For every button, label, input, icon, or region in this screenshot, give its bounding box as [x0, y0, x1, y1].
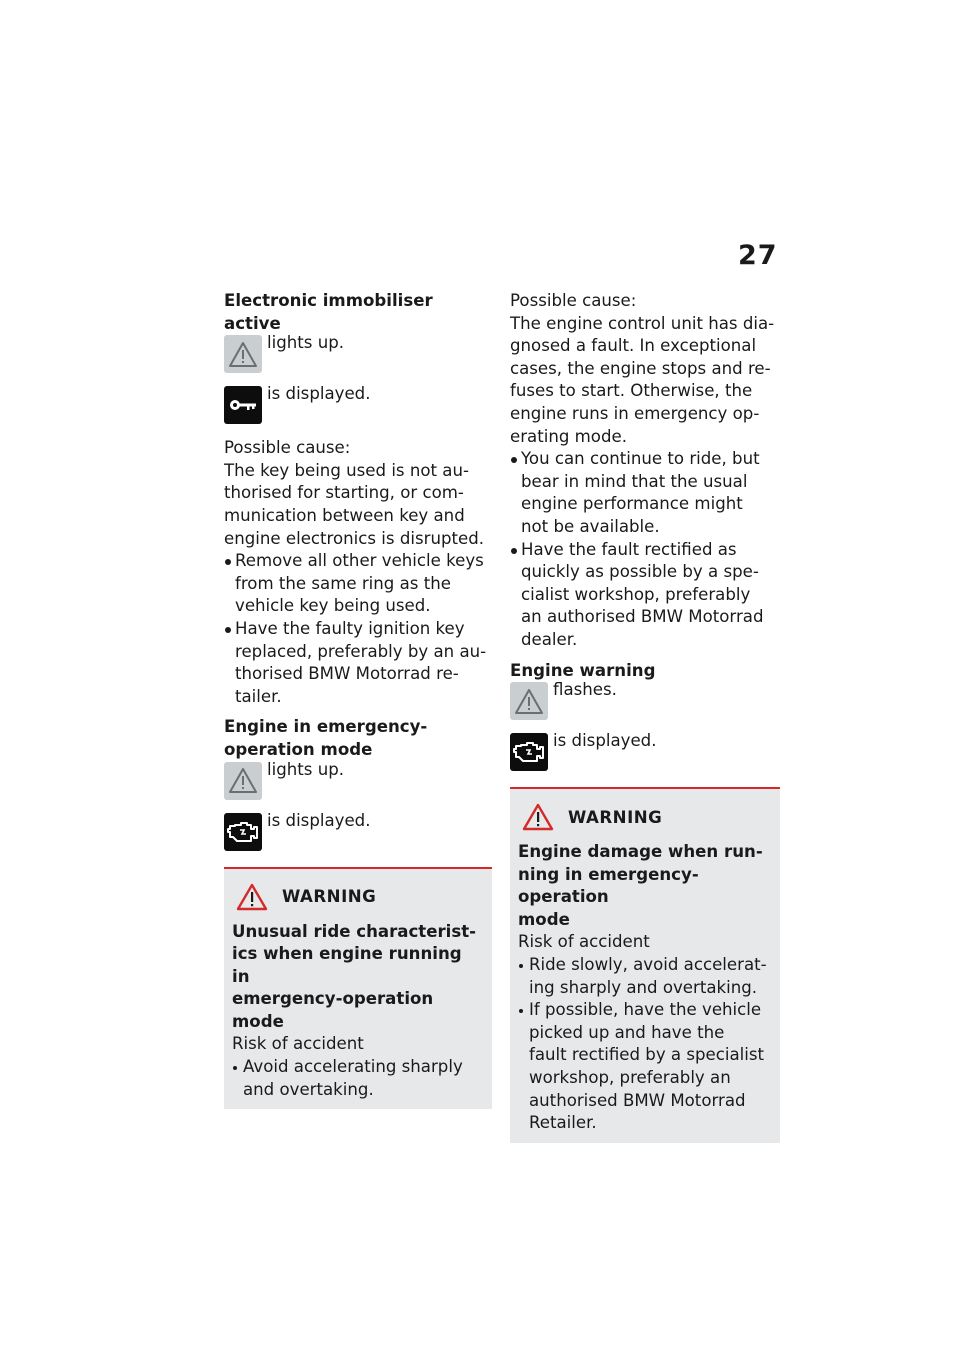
text-line: engine electronics is disrupted. [224, 528, 485, 548]
list-item [510, 448, 780, 538]
emergency-icon1-text: lights up. [267, 759, 345, 779]
heading-line: Engine damage when run- [518, 842, 763, 862]
right-cause-text [510, 313, 780, 449]
warning-risk: Risk of accident [232, 1034, 364, 1054]
right-cause-label: Possible cause: [510, 291, 637, 310]
text-line: thorised for starting, or com- [224, 483, 464, 503]
list-item [510, 539, 780, 652]
warning-title [232, 921, 484, 1034]
text-line: The engine control unit has dia- [510, 313, 775, 333]
warning-bullets [518, 954, 772, 1135]
engine-check-icon [224, 813, 262, 851]
left-column [224, 290, 492, 1109]
text-line: The key being used is not au- [224, 460, 469, 480]
immobiliser-key-row [224, 386, 492, 424]
text-line: replaced, preferably by an au- [235, 641, 487, 661]
warning-label: WARNING [282, 887, 377, 906]
text-line: from the same ring as the [235, 573, 451, 593]
immobiliser-heading: Electronic immobiliser active [224, 291, 433, 333]
warning-title [518, 841, 772, 931]
immobiliser-cause-label: Possible cause: [224, 438, 351, 458]
text-line: cases, the engine stops and re- [510, 358, 771, 378]
engine-warning-engine-row [510, 733, 780, 771]
text-line: Ride slowly, avoid accelerat- [529, 955, 767, 975]
immobiliser-icon2-text: is displayed. [267, 384, 371, 404]
engine-warning-row [510, 682, 780, 720]
text-line: an authorised BMW Motorrad [521, 607, 764, 627]
emergency-warning-row [224, 759, 492, 800]
list-item [518, 954, 772, 999]
warning-header [518, 803, 772, 831]
text-line: not be available. [521, 516, 660, 536]
text-line: quickly as possible by a spe- [521, 562, 759, 582]
text-line: vehicle key being used. [235, 596, 431, 616]
warning-triangle-icon [522, 803, 554, 831]
warning-risk: Risk of accident [518, 932, 650, 952]
text-line: gnosed a fault. In exceptional [510, 336, 757, 356]
heading-line: operation mode [224, 739, 373, 759]
immobiliser-icon1-text: lights up. [267, 333, 345, 353]
text-line: cialist workshop, preferably [521, 584, 751, 604]
text-line: Retailer. [529, 1113, 597, 1133]
list-item [224, 618, 492, 708]
warning-bullets [232, 1056, 484, 1101]
emergency-engine-row [224, 810, 492, 851]
immobiliser-bullets [224, 550, 492, 708]
emergency-heading [224, 716, 492, 761]
list-item [224, 550, 492, 618]
text-line: fuses to start. Otherwise, the [510, 381, 753, 401]
text-line: thorised BMW Motorrad re- [235, 664, 459, 684]
warning-triangle-icon [224, 335, 262, 373]
text-line: workshop, preferably an [529, 1068, 731, 1088]
text-line: Have the faulty ignition key [235, 618, 465, 638]
warning-box [510, 787, 780, 1143]
page-number: 27 [738, 240, 778, 271]
warning-triangle-icon [224, 762, 262, 800]
heading-line: emergency-operation mode [232, 989, 434, 1031]
warning-triangle-icon [510, 682, 548, 720]
text-line: munication between key and [224, 505, 465, 525]
text-line: Avoid accelerating sharply [243, 1057, 463, 1077]
engine-warning-icon2-text: is displayed. [553, 731, 657, 751]
text-line: If possible, have the vehicle [529, 1000, 762, 1020]
emergency-icon2-text: is displayed. [267, 810, 371, 830]
text-line: You can continue to ride, but [521, 449, 760, 469]
text-line: engine runs in emergency op- [510, 403, 760, 423]
text-line: and overtaking. [243, 1079, 374, 1099]
warning-triangle-icon [236, 883, 268, 911]
heading-line: Unusual ride characterist- [232, 921, 477, 941]
warning-box [224, 867, 492, 1110]
right-bullets [510, 448, 780, 651]
text-line: tailer. [235, 686, 282, 706]
text-line: Remove all other vehicle keys [235, 551, 484, 571]
engine-warning-icon1-text: flashes. [553, 680, 617, 700]
text-line: dealer. [521, 629, 578, 649]
heading-line: Engine in emergency- [224, 717, 428, 737]
heading-line: ics when engine running in [232, 944, 462, 986]
text-line: Have the fault rectified as [521, 539, 737, 559]
text-line: fault rectified by a specialist [529, 1045, 765, 1065]
list-item [232, 1056, 484, 1101]
immobiliser-cause-text [224, 460, 492, 550]
right-column [510, 290, 780, 1143]
list-item [518, 999, 772, 1135]
text-line: engine performance might [521, 494, 743, 514]
text-line: authorised BMW Motorrad [529, 1090, 746, 1110]
warning-header [232, 883, 484, 911]
text-line: bear in mind that the usual [521, 471, 748, 491]
engine-check-icon [510, 733, 548, 771]
heading-line: ning in emergency-operation [518, 864, 699, 907]
text-line: erating mode. [510, 426, 627, 446]
immobiliser-warning-row [224, 335, 492, 373]
engine-warning-heading: Engine warning [510, 660, 656, 680]
heading-line: mode [518, 909, 570, 929]
text-line: ing sharply and overtaking. [529, 977, 758, 997]
key-icon [224, 386, 262, 424]
text-line: picked up and have the [529, 1022, 725, 1042]
warning-label: WARNING [568, 807, 663, 827]
